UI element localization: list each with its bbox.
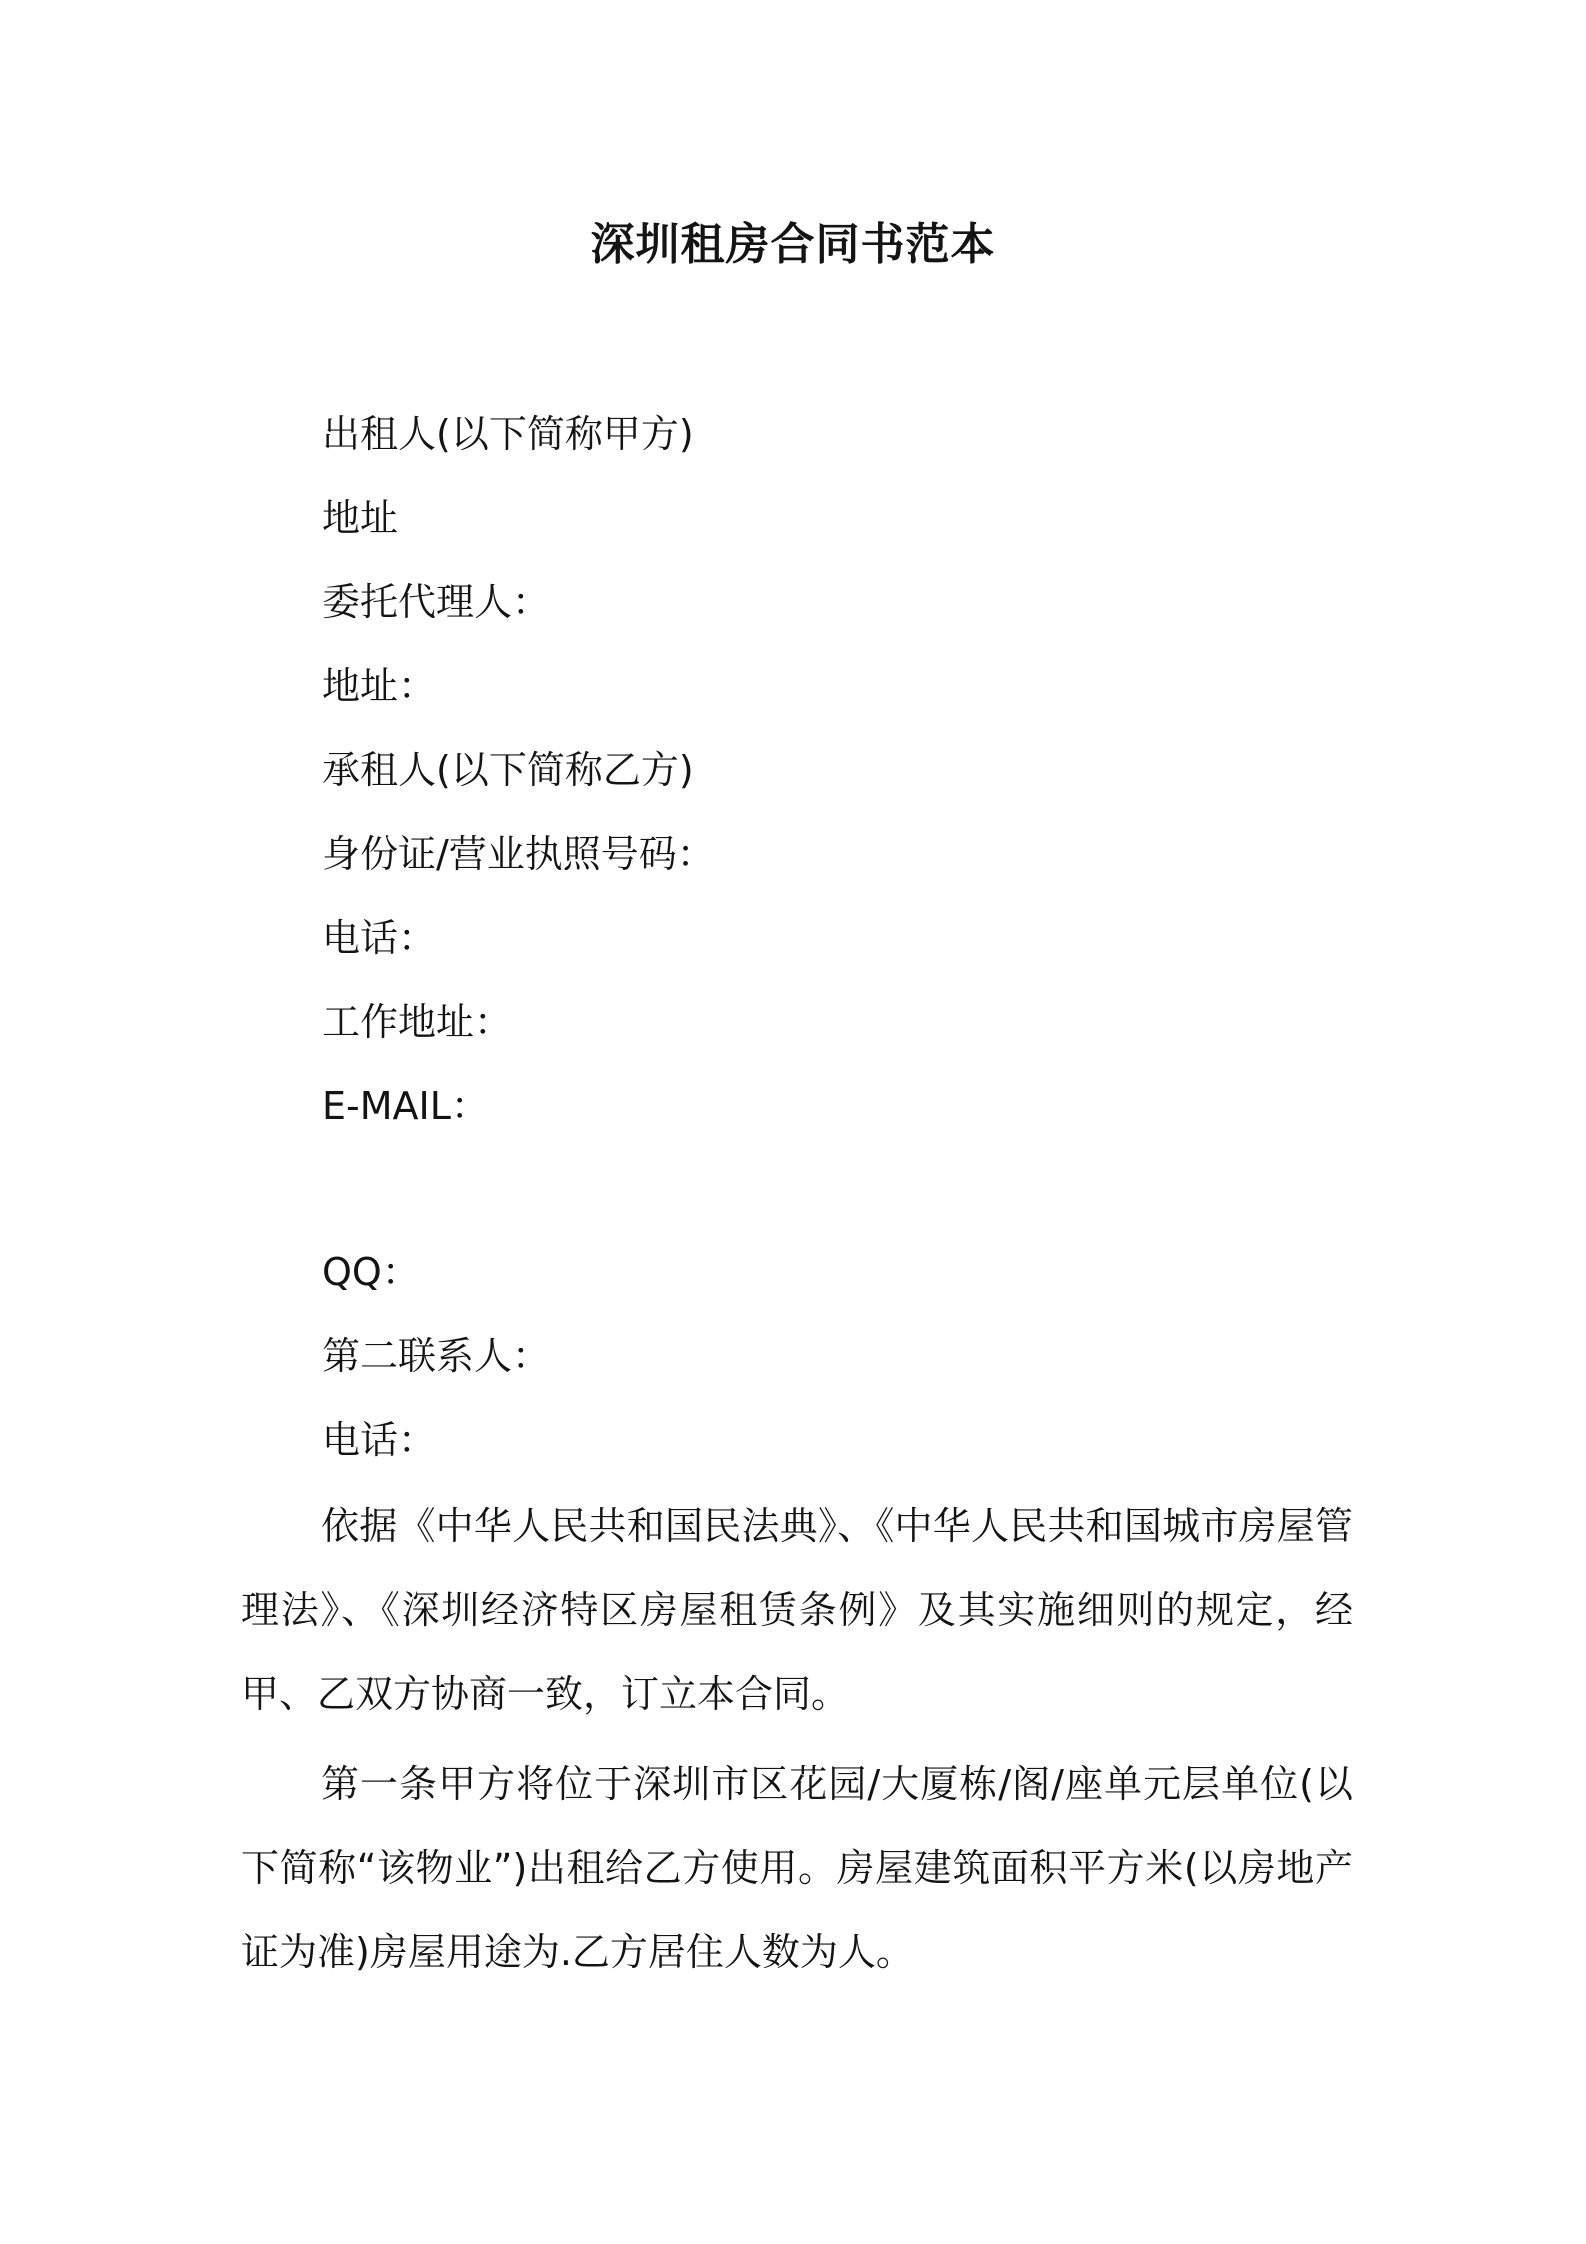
- field-lessor-address: 地址: [322, 496, 399, 540]
- field-phone: 电话：: [322, 916, 437, 960]
- field-second-contact-phone: 电话：: [322, 1418, 437, 1462]
- field-lessee: 承租人(以下简称乙方): [322, 748, 694, 792]
- article-one-paragraph: 第一条甲方将位于深圳市区花园/大厦栋/阁/座单元层单位(以下简称“该物业”)出租给乙方使用。房屋建筑面积平方米(以房地产证为准)房屋用途为.乙方居住人数为人。: [241, 1762, 1353, 1974]
- field-id-license-number: 身份证/营业执照号码：: [322, 832, 715, 876]
- field-agent-address: 地址：: [322, 664, 437, 708]
- legal-basis-paragraph: 依据《中华人民共和国民法典》、《中华人民共和国城市房屋管理法》、《深圳经济特区房屋租赁条例》及其实施细则的规定，经甲、乙双方协商一致，订立本合同。: [241, 1504, 1353, 1716]
- party-info-fields: [322, 404, 715, 1494]
- document-title: 深圳租房合同书范本: [590, 219, 996, 270]
- field-second-contact: 第二联系人：: [322, 1334, 551, 1378]
- field-work-address: 工作地址：: [322, 1000, 513, 1044]
- field-qq: QQ：: [322, 1250, 420, 1294]
- field-email: E-MAIL：: [322, 1084, 489, 1128]
- field-agent: 委托代理人：: [322, 580, 551, 624]
- field-lessor: 出租人(以下简称甲方): [322, 412, 694, 456]
